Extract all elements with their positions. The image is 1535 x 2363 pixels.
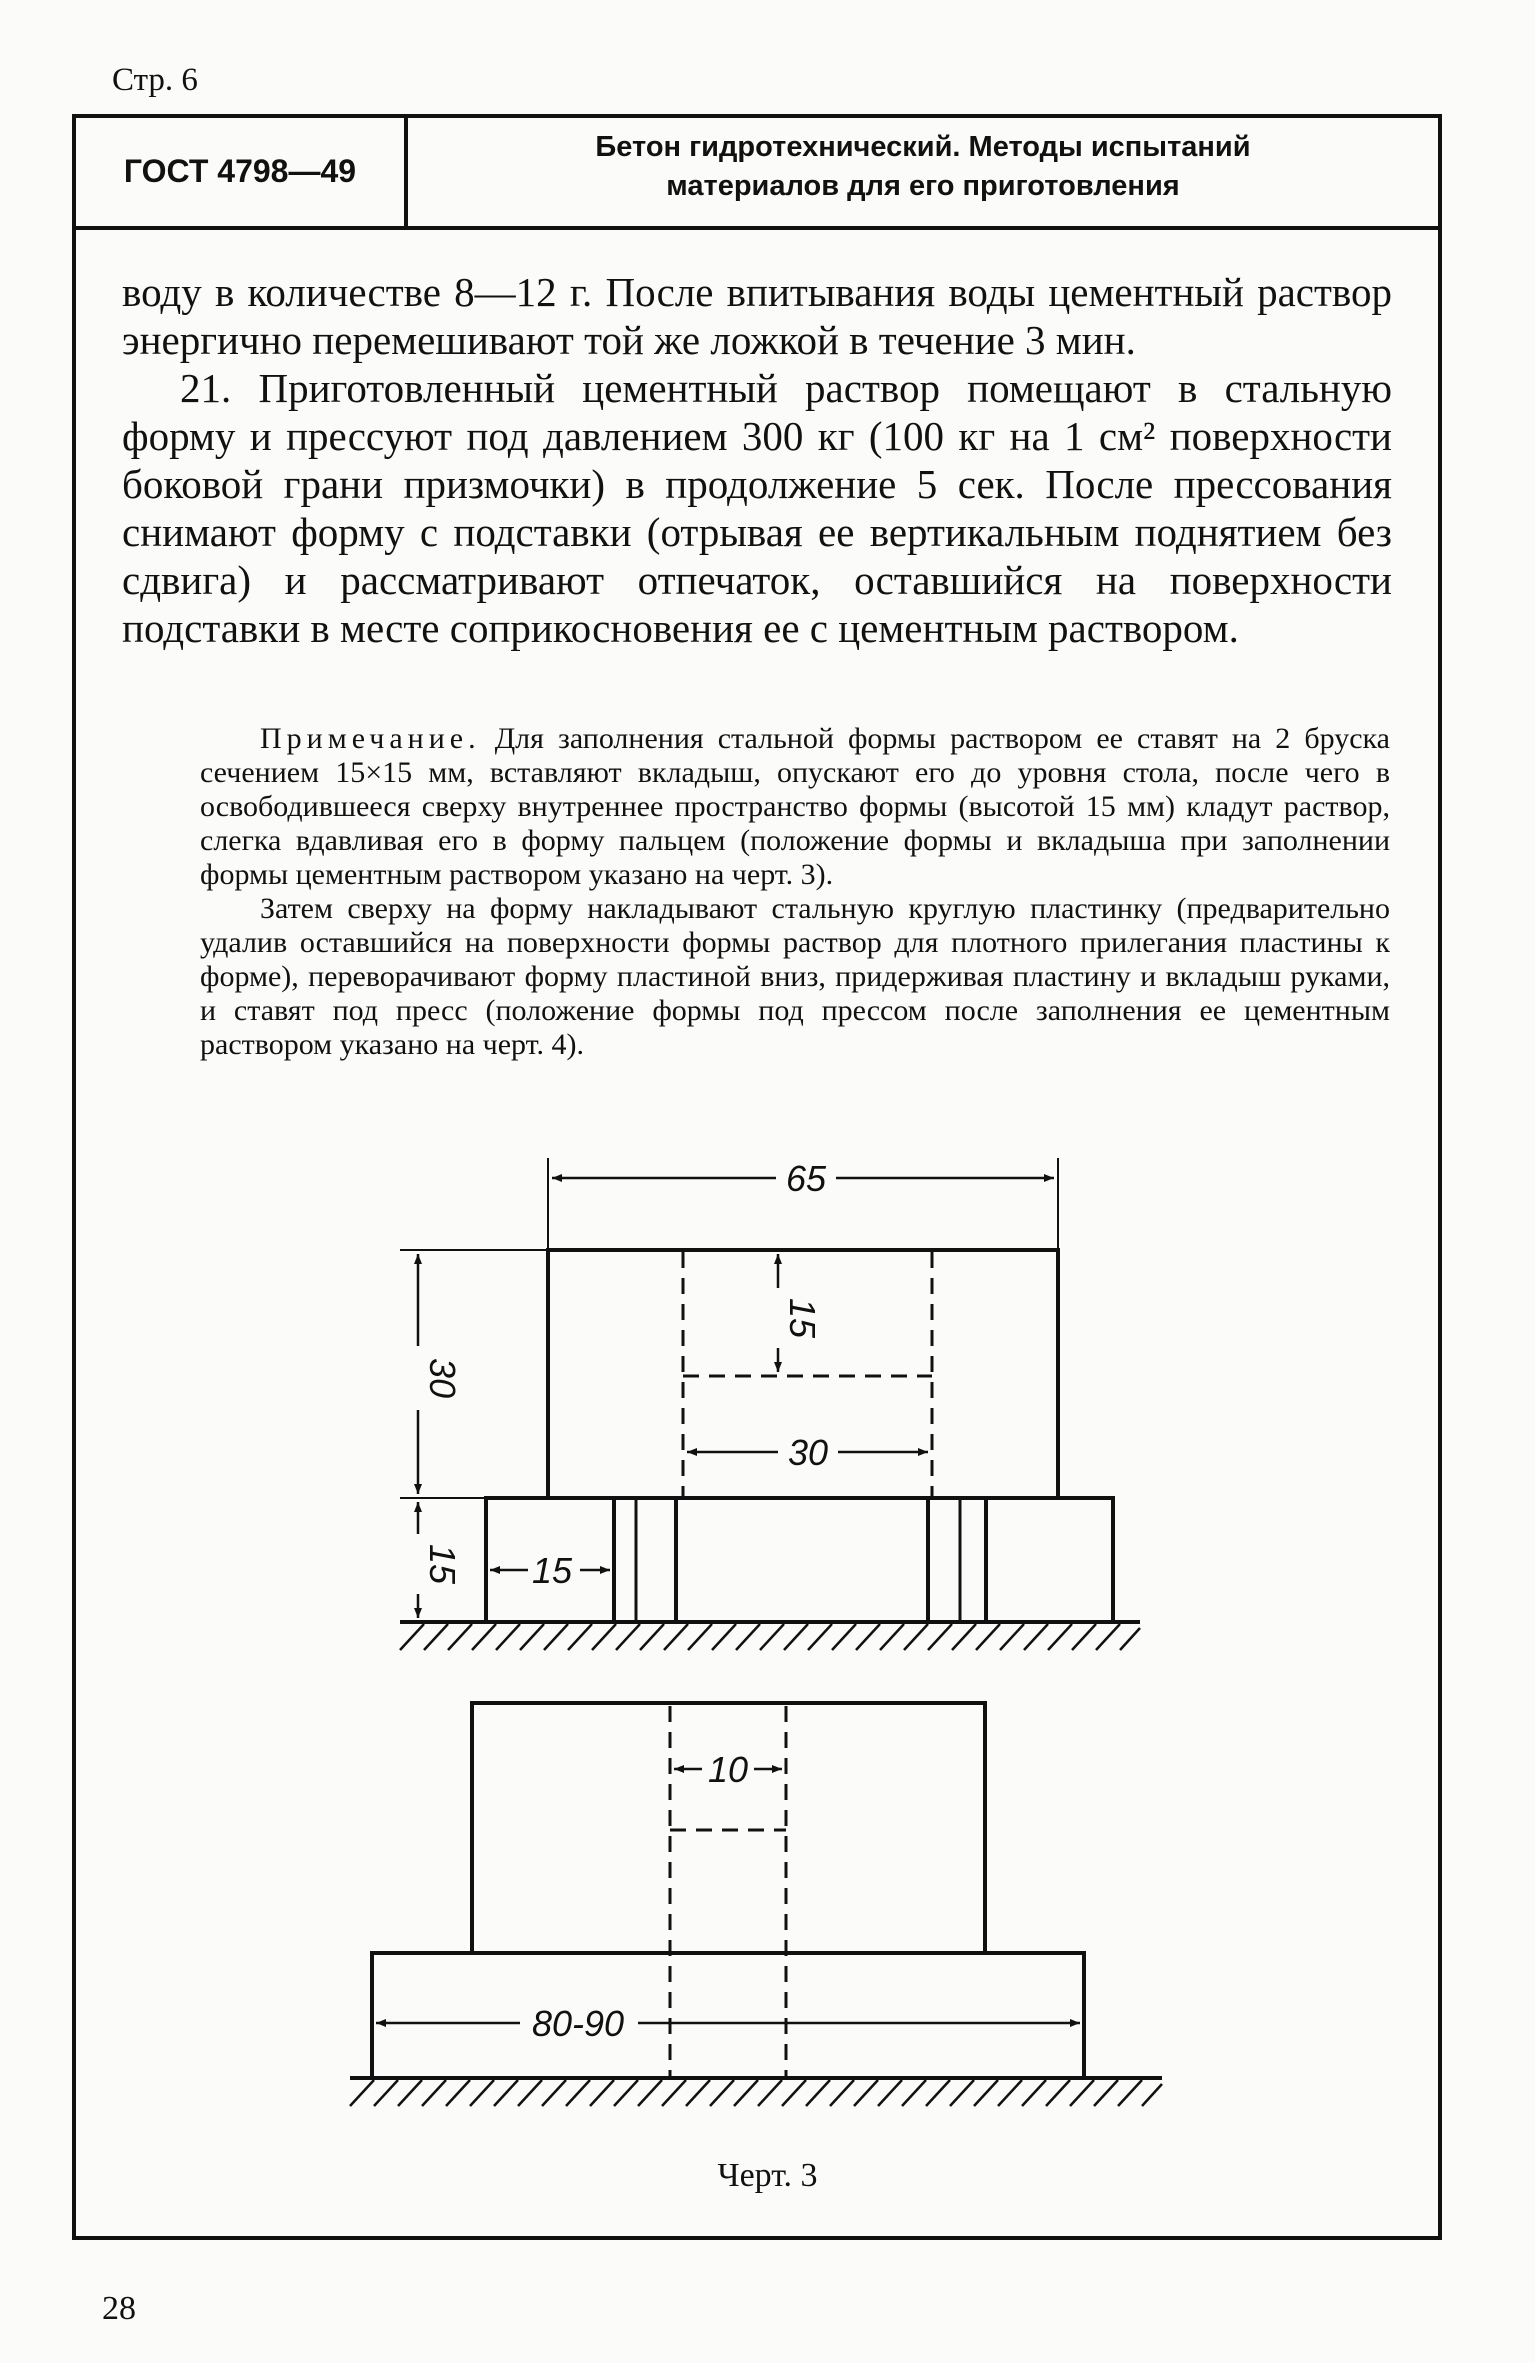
hatch-2 [350,2080,1162,2106]
dim-label-15-vertical-upper: 15 [782,1297,823,1339]
standard-number: ГОСТ 4798—49 [123,152,357,189]
dim-label-15-horizontal: 15 [531,1550,573,1591]
paragraph-21: 21. Приготовленный цементный раствор помещают в стальную форму и прессуют под давлением 300 кг (100 кг на 1 см² поверхности боковой грани призмочки) в продолжение 5 сек. После прессования снимают форму с подставки (отрывая ее вертикальным поднятием без сдвига) и рассматривают отпечаток, оставшийся на поверхности подставки в месте соприкосновения ее с цементным раствором. [122,365,1392,651]
hatch-1 [400,1624,1140,1650]
note-paragraph-2: Затем сверху на форму накладывают стальную круглую пластинку (предварительно удалив оставшийся на поверхности формы раствор для плотного прилегания пластины к форме), переворачивают форму пластиной вниз, придерживая пластину и вкладыш руками, и ставят под пресс (положение формы под прессом после заполнения ее цементным раствором указано на черт. 4). [200,892,1390,1061]
header-title-line1: Бетон гидротехнический. Методы испытаний [595,131,1251,163]
insert-body [676,1498,928,1622]
press-mold-body [472,1703,985,1953]
dim-label-80-90: 80-90 [531,2003,625,2044]
dim-label-65: 65 [785,1158,827,1199]
paragraph-continuation: воду в количестве 8—12 г. После впитывания воды цементный раствор энергично перемешивают той же ложкой в течение 3 мин. [122,269,1392,363]
dim-label-30-horizontal: 30 [787,1432,829,1473]
dim-label-10: 10 [707,1749,749,1790]
press-plate [372,1953,1084,2078]
support-block-right [986,1498,1113,1622]
header-title-line2: материалов для его приготовления [666,170,1180,202]
note-text-1: Для заполнения стальной формы раствором ее ставят на 2 бруска сечением 15×15 мм, вставляют вкладыш, опускают его до уровня стола, после чего в освободившееся сверху внутреннее пространство формы (высотой 15 мм) кладут раствор, слегка вдавливая его в форму пальцем (положение формы и вкладыша при заполнении формы цементным раствором указано на черт. 3). [200,722,1390,891]
dim-label-15-vertical-lower: 15 [422,1543,463,1585]
dim-label-30-vertical: 30 [422,1357,463,1399]
page-label: Стр. 6 [112,62,198,98]
figure-caption: Черт. 3 [717,2157,818,2194]
note-label: Примечание. [260,722,481,755]
page-number: 28 [102,2290,136,2327]
